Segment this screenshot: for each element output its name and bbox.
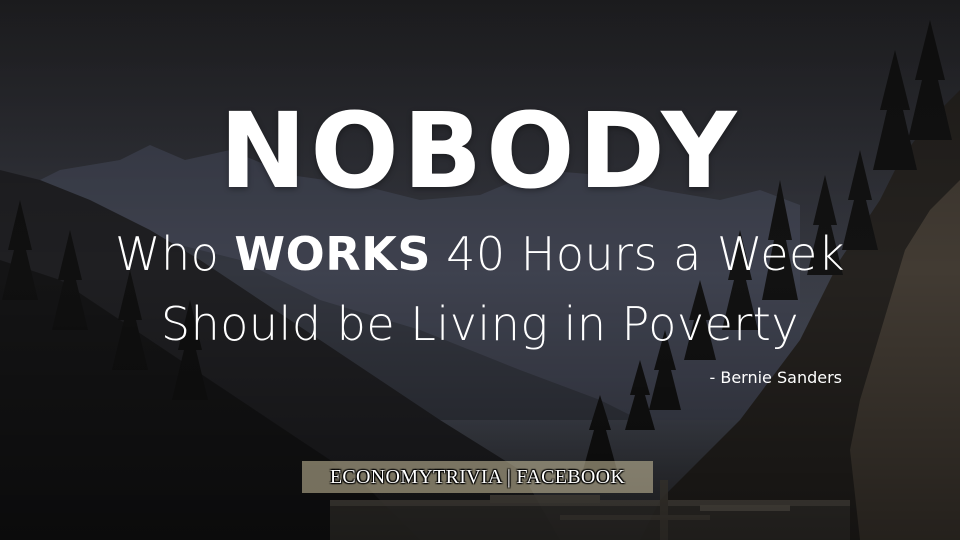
watermark-text: ECONOMYTRIVIA | FACEBOOK bbox=[329, 465, 626, 488]
headline-nobody: NOBODY bbox=[219, 90, 741, 212]
quote-line-1-suffix: 40 Hours a Week bbox=[430, 227, 845, 281]
quote-line-1-emphasis: WORKS bbox=[234, 227, 431, 281]
quote-attribution: - Bernie Sanders bbox=[709, 368, 842, 387]
source-watermark bbox=[302, 461, 653, 493]
quote-line-1-prefix: Who bbox=[115, 227, 235, 281]
quote-line-1 bbox=[0, 226, 960, 282]
quote-line-2: Should be Living in Poverty bbox=[160, 297, 800, 351]
